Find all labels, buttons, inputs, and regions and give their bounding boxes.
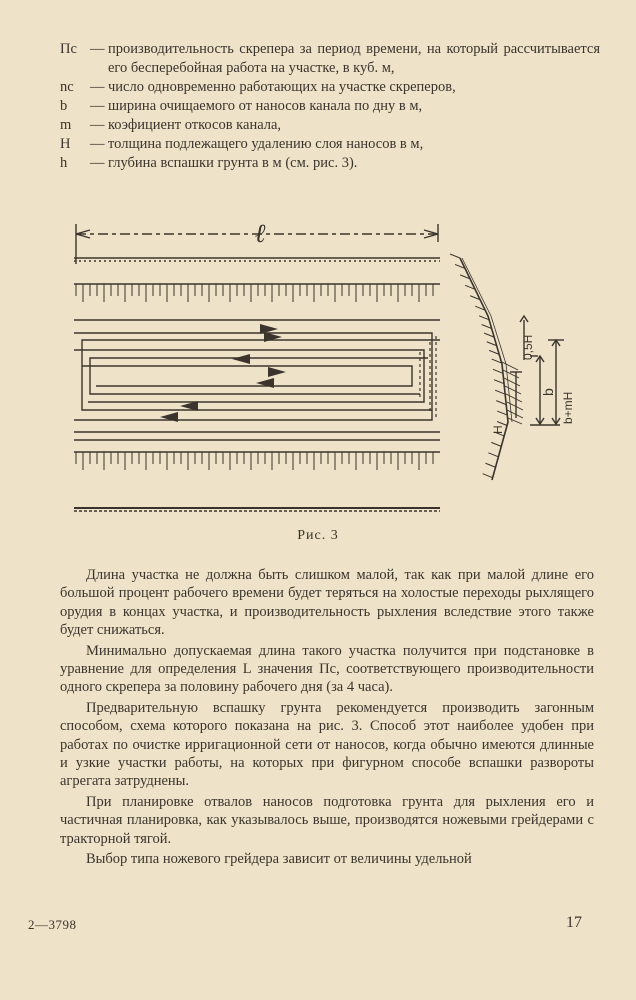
definition-symbol: b xyxy=(60,98,68,114)
figure-label-h05: 0,5H xyxy=(521,334,535,360)
definition-symbol: Пс xyxy=(60,41,77,57)
definition-text: коэфициент откосов канала, xyxy=(108,117,282,133)
figure-length-label: ℓ xyxy=(254,219,266,248)
definition-text: число одновременно работающих на участке скреперов, xyxy=(108,79,456,95)
definition-symbol: m xyxy=(60,117,72,133)
definitions-list xyxy=(60,40,600,173)
definition-symbol: nс xyxy=(60,79,74,95)
body-text xyxy=(60,566,594,871)
definition-row xyxy=(60,78,600,97)
definition-text: глубина вспашки грунта в м (см. рис. 3). xyxy=(108,155,358,171)
definition-dash: — xyxy=(90,79,105,95)
definition-dash: — xyxy=(90,136,105,152)
paragraph: Минимально допускаемая длина такого участка получится при подстановке в уравнение для определения L значения Пс, соответствующего производительности одного скрепера за половину рабочего дня (за 4 часа). xyxy=(60,642,594,696)
paragraph: При планировке отвалов наносов подготовка грунта для рыхления его и частичная планировка, как указывалось выше, производятся ножевыми грейдерами с тракторной тягой. xyxy=(60,793,594,847)
definition-symbol: H xyxy=(60,136,71,152)
paragraph: Предварительную вспашку грунта рекомендуется производить загонным способом, схема которого показана на рис. 3. Способ этот наиболее удобен при работах по очистке ирригационной сети от наносов, когда обычно имеются длинные и узкие участки работы, на которых при фигурном способе вспашки развороты агрегата затруднены. xyxy=(60,699,594,790)
definition-row xyxy=(60,97,600,116)
definition-text: производительность скрепера за период времени, на который рассчитывается его бесперебойная работа на участке, в куб. м, xyxy=(108,41,600,76)
definition-row xyxy=(60,135,600,154)
definition-dash: — xyxy=(90,41,105,57)
definition-text: толщина подлежащего удалению слоя наносов в м, xyxy=(108,136,424,152)
definition-symbol: h xyxy=(60,155,68,171)
paragraph: Выбор типа ножевого грейдера зависит от величины удельной xyxy=(86,851,472,868)
figure-caption: Рис. 3 xyxy=(297,528,339,543)
definition-dash: — xyxy=(90,155,105,171)
figure-label-H: H xyxy=(491,425,505,434)
definition-row xyxy=(60,116,600,135)
figure-label-bmh: b+mH xyxy=(561,391,575,424)
definition-text: ширина очищаемого от наносов канала по дну в м, xyxy=(108,98,423,114)
definition-row xyxy=(60,154,600,173)
figure-label-b: b xyxy=(540,388,556,396)
printer-signature: 2—3798 xyxy=(28,917,77,932)
paragraph: Длина участка не должна быть слишком малой, так как при малой длине его большой процент рабочего времени будет теряться на холостые переходы рыхлящего орудия в концах участка, и производительность рыхления вследствие этого также будет снижаться. xyxy=(60,567,594,639)
figure-plowing-scheme xyxy=(60,212,580,524)
definition-dash: — xyxy=(90,117,105,133)
definition-row xyxy=(60,40,600,78)
page-number: 17 xyxy=(566,914,582,931)
definition-dash: — xyxy=(90,98,105,114)
